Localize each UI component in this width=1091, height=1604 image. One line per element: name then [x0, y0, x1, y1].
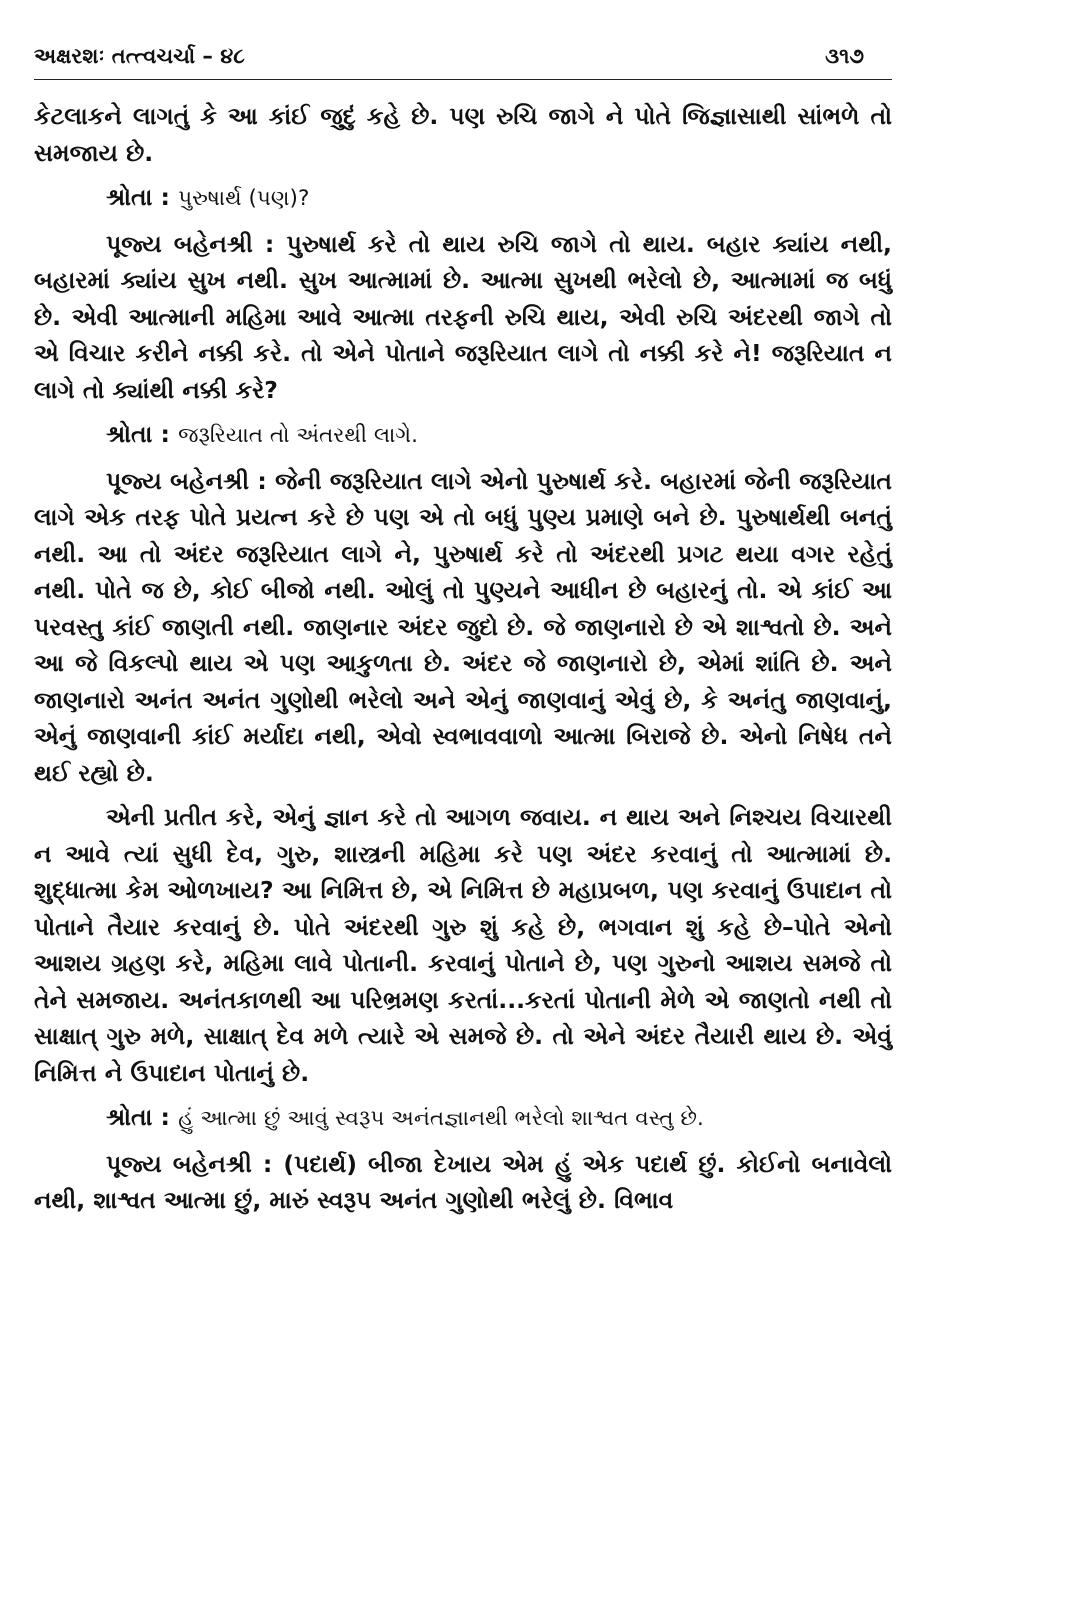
document-page — [34, 44, 892, 1227]
listener-question-2 — [34, 416, 892, 455]
answer-text: પુરુષાર્થ કરે તો થાય રુચિ જાગે તો થાય. બહાર ક્યાંય નથી, બહારમાં ક્યાંય સુખ નથી. સુખ આત્મામાં છે. આત્મા સુખથી ભરેલો છે, આત્મામાં જ બધું છે. એવી આત્માની મહિમા આવે આત્મા તરફની રુચિ થાય, એવી રુચિ અંદરથી જાગે તો એ વિચાર કરીને નક્કી કરે. તો એને પોતાને જરૂરિયાત લાગે તો નક્કી કરે ને! જરૂરિયાત ન લાગે તો ક્યાંથી નક્કી કરે? — [34, 229, 892, 404]
paragraph-3: એની પ્રતીત કરે, એનું જ્ઞાન કરે તો આગળ જવાય. ન થાય અને નિશ્ચય વિચારથી ન આવે ત્યાં સુધી દેવ, ગુરુ, શાસ્ત્રની મહિમા કરે પણ અંદર કરવાનું તો આત્મામાં છે. શુદ્ધાત્મા કેમ ઓળખાય? આ નિમિત્ત છે, એ નિમિત્ત છે મહાપ્રબળ, પણ કરવાનું ઉપાદાન તો પોતાને તૈયાર કરવાનું છે. પોતે અંદરથી ગુરુ શું કહે છે, ભગવાન શું કહે છે–પોતે એનો આશય ગ્રહણ કરે, મહિમા લાવે પોતાની. કરવાનું પોતાને છે, પણ ગુરુનો આશય સમજે તો તેને સમજાય. અનંતકાળથી આ પરિભ્રમણ કરતાં...કરતાં પોતાની મેળે એ જાણતો નથી તો સાક્ષાત્ ગુરુ મળે, સાક્ષાત્ દેવ મળે ત્યારે એ સમજે છે. તો એને અંદર તૈયારી થાય છે. એવું નિમિત્ત ને ઉપાદાન પોતાનું છે. — [34, 803, 892, 1087]
listener-question-1 — [34, 179, 892, 218]
answer-text: (પદાર્થ) બીજા દેખાય એમ હું એક પદાર્થ છું. કોઈનો બનાવેલો નથી, શાશ્વત આત્મા છું, મારું સ્વરૂપ અનંત ગુણોથી ભરેલું છે. વિભાવ — [34, 1149, 892, 1214]
paragraph-continuation: કેટલાકને લાગતું કે આ કાંઈ જુદું કહે છે. પણ રુચિ જાગે ને પોતે જિજ્ઞાસાથી સાંભળે તો સમજાય છે. — [34, 102, 892, 167]
answer-1 — [34, 226, 892, 409]
answer-2 — [34, 463, 892, 792]
listener-question-3 — [34, 1099, 892, 1138]
page-body — [34, 98, 892, 1219]
speaker-label: પૂજ્ય બહેનશ્રી : — [106, 466, 267, 495]
question-text: પુરુષાર્થ (પણ)? — [178, 186, 310, 211]
page-number: ૩૧૭ — [825, 44, 864, 68]
speaker-label: શ્રોતા : — [106, 1103, 170, 1131]
speaker-label: શ્રોતા : — [106, 183, 170, 211]
answer-text: જેની જરૂરિયાત લાગે એનો પુરુષાર્થ કરે. બહારમાં જેની જરૂરિયાત લાગે એક તરફ પોતે પ્રયત્ન કરે છે પણ એ તો બધું પુણ્ય પ્રમાણે બને છે. પુરુષાર્થથી બનતું નથી. આ તો અંદર જરૂરિયાત લાગે ને, પુરુષાર્થ કરે તો અંદરથી પ્રગટ થયા વગર રહેતું નથી. પોતે જ છે, કોઈ બીજો નથી. ઓલું તો પુણ્યને આધીન છે બહારનું તો. એ કાંઈ આ પરવસ્તુ કાંઈ જાણતી નથી. જાણનાર અંદર જુદો છે. જે જાણનારો છે એ શાશ્વતો છે. અને આ જે વિકલ્પો થાય એ પણ આકુળતા છે. અંદર જે જાણનારો છે, એમાં શાંતિ છે. અને જાણનારો અનંત અનંત ગુણોથી ભરેલો અને એનું જાણવાનું એવું છે, કે અનંતુ જાણવાનું, એનું જાણવાની કાંઈ મર્યાદા નથી, એવો સ્વભાવવાળો આત્મા બિરાજે છે. એનો નિષેધ તને થઈ રહ્યો છે. — [34, 466, 892, 787]
running-title: અક્ષરશઃ તત્ત્વચર્ચા – ૪૮ — [34, 44, 245, 68]
answer-3 — [34, 1146, 892, 1219]
question-text: જરૂરિયાત તો અંતરથી લાગે. — [178, 423, 418, 448]
page-header — [34, 44, 892, 80]
question-text: હું આત્મા છું આવું સ્વરૂપ અનંતજ્ઞાનથી ભરેલો શાશ્વત વસ્તુ છે. — [178, 1106, 704, 1131]
speaker-label: પૂજ્ય બહેનશ્રી : — [106, 229, 275, 258]
speaker-label: શ્રોતા : — [106, 420, 170, 448]
speaker-label: પૂજ્ય બહેનશ્રી : — [106, 1149, 273, 1178]
